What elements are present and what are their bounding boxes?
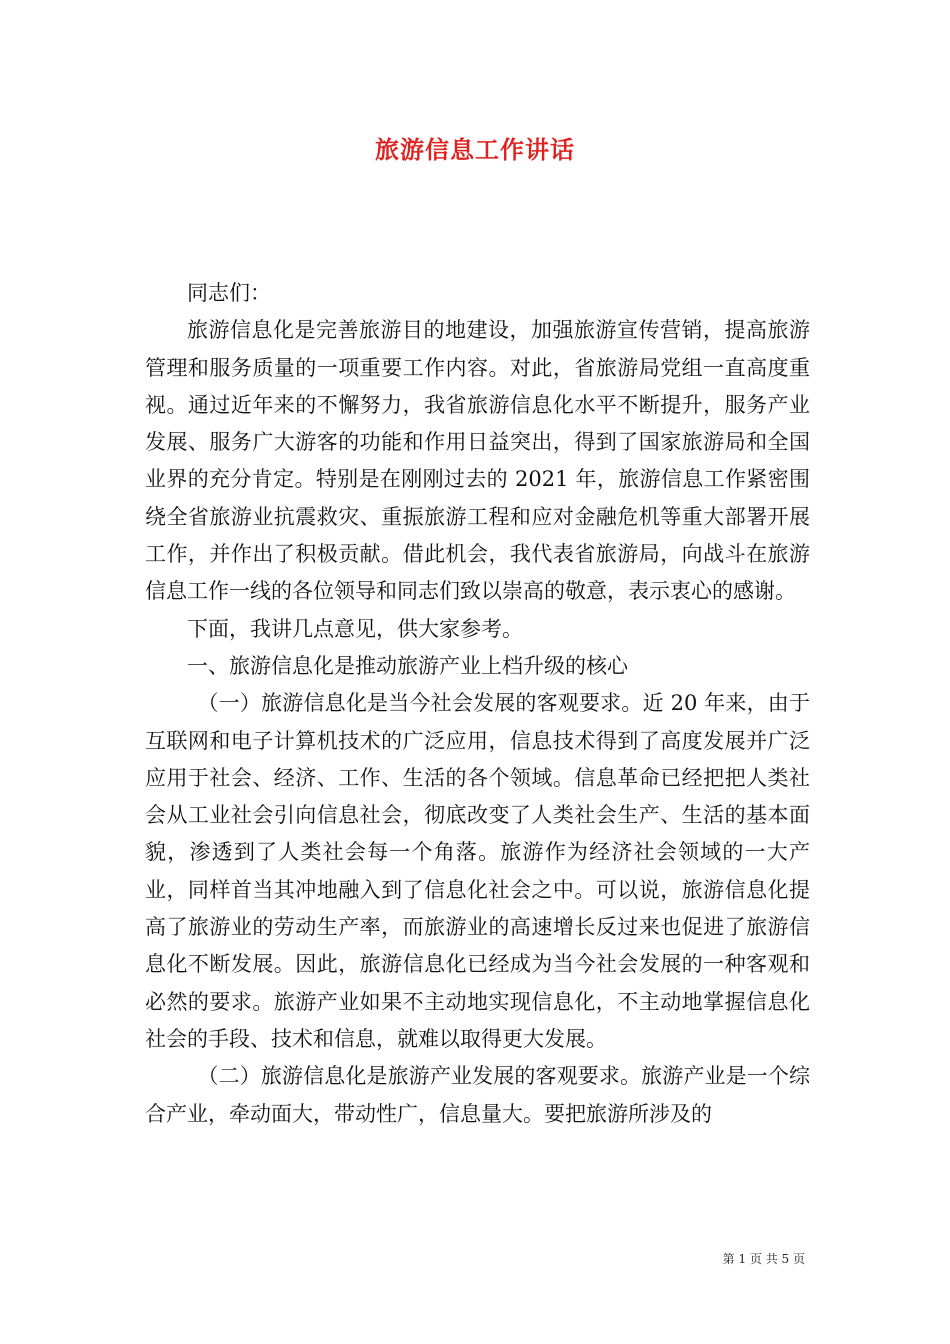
- document-title: 旅游信息工作讲话: [375, 135, 575, 164]
- document-body: [145, 275, 810, 1133]
- subsection-two-paragraph: （二）旅游信息化是旅游产业发展的客观要求。旅游产业是一个综合产业，牵动面大，带动性广，信息量大。要把旅游所涉及的: [145, 1064, 810, 1126]
- salutation-paragraph: 同志们：: [187, 281, 271, 305]
- intro-paragraph: 旅游信息化是完善旅游目的地建设，加强旅游宣传营销，提高旅游管理和服务质量的一项重要工作内容。对此，省旅游局党组一直高度重视。通过近年来的不懈努力，我省旅游信息化水平不断提升，服务产业发展、服务广大游客的功能和作用日益突出，得到了国家旅游局和全国业界的充分肯定。特别是在刚刚过去的 2021 年，旅游信息工作紧密围绕全省旅游业抗震救灾、重振旅游工程和应对金融危机等重大部署开展工作，并作出了积极贡献。借此机会，我代表省旅游局，向战斗在旅游信息工作一线的各位领导和同志们致以崇高的敬意，表示衷心的感谢。: [145, 318, 810, 604]
- transition-paragraph: 下面，我讲几点意见，供大家参考。: [187, 616, 523, 641]
- page-footer: 第 1 页 共 5 页: [722, 1252, 805, 1266]
- subsection-one-paragraph: （一）旅游信息化是当今社会发展的客观要求。近 20 年来，由于互联网和电子计算机技术的广泛应用，信息技术得到了高度发展并广泛应用于社会、经济、工作、生活的各个领域。信息革命已经把把人类社会从工业社会引向信息社会，彻底改变了人类社会生产、生活的基本面貌，渗透到了人类社会每一个角落。旅游作为经济社会领域的一大产业，同样首当其冲地融入到了信息化社会之中。可以说，旅游信息化提高了旅游业的劳动生产率，而旅游业的高速增长反过来也促进了旅游信息化不断发展。因此，旅游信息化已经成为当今社会发展的一种客观和必然的要求。旅游产业如果不主动地实现信息化，不主动地掌握信息化社会的手段、技术和信息，就难以取得更大发展。: [145, 691, 810, 1051]
- section-heading: 一、旅游信息化是推动旅游产业上档升级的核心: [187, 653, 628, 678]
